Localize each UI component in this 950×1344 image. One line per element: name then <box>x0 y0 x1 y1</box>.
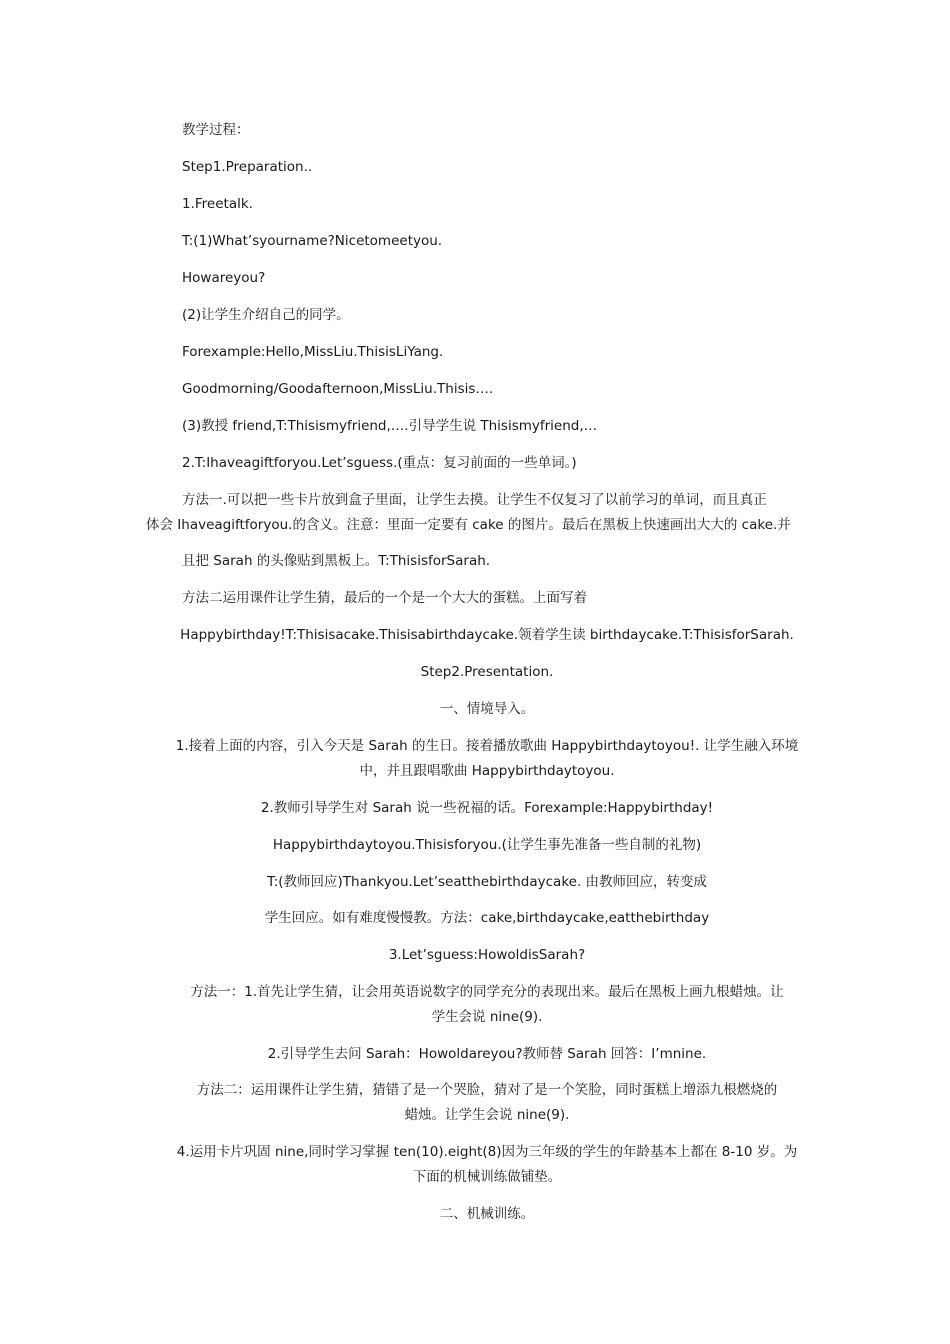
paragraph-line: 方法二：运用课件让学生猜，猜错了是一个哭脸，猜对了是一个笑脸，同时蛋糕上增添九根燃烧的 <box>196 1082 778 1098</box>
step1-title: Step1.Preparation.. <box>182 159 313 175</box>
paragraph-line: 下面的机械训练做铺垫。 <box>412 1169 562 1185</box>
subsection-title: 一、情境导入。 <box>439 701 535 717</box>
paragraph-line: 学生会说 nine(9). <box>431 1009 543 1025</box>
paragraph-line: 蜡烛。让学生会说 nine(9). <box>404 1107 570 1123</box>
birthday-line: Happybirthday!T:Thisisacake.Thisisabirthdaycake.领着学生读 birthdaycake.T:ThisisforSarah. <box>180 627 794 643</box>
freetalk-item: 1.Freetalk. <box>182 196 253 212</box>
paragraph-line: 2.引导学生去问 Sarah：Howoldareyou?教师替 Sarah 回答：I’mnine. <box>267 1046 707 1062</box>
dialogue-line: Howareyou? <box>182 270 266 286</box>
paragraph-line: 中，并且跟唱歌曲 Happybirthdaytoyou. <box>359 763 615 779</box>
example-line: Goodmorning/Goodafternoon,MissLiu.Thisis…. <box>182 381 494 397</box>
subsection-title: 二、机械训练。 <box>439 1206 535 1222</box>
method1-line: 体会 Ihaveagiftforyou.的含义。注意：里面一定要有 cake 的图片。最后在黑板上快速画出大大的 cake.并 <box>146 517 791 533</box>
paragraph-line: 学生回应。如有难度慢慢教。方法：cake,birthdaycake,eatthebirthday <box>264 910 710 926</box>
example-line: Forexample:Hello,MissLiu.ThisisLiYang. <box>182 344 444 360</box>
method1-line: 且把 Sarah 的头像贴到黑板上。T:ThisisforSarah. <box>182 553 491 569</box>
dialogue-line: T:(1)What’syourname?Nicetomeetyou. <box>182 233 443 249</box>
method1-line: 方法一.可以把一些卡片放到盒子里面，让学生去摸。让学生不仅复习了以前学习的单词，而且真正 <box>182 492 767 508</box>
instruction-line: (3)教授 friend,T:Thisismyfriend,….引导学生说 Thisismyfriend,… <box>182 418 598 434</box>
paragraph-line: 方法一：1.首先让学生猜，让会用英语说数字的同学充分的表现出来。最后在黑板上画九根蜡烛。让 <box>190 984 784 1000</box>
paragraph-line: Happybirthdaytoyou.Thisisforyou.(让学生事先准备一些自制的礼物) <box>272 837 702 853</box>
paragraph-line: 2.教师引导学生对 Sarah 说一些祝福的话。Forexample:Happybirthday! <box>260 800 714 816</box>
paragraph-line: 1.接着上面的内容，引入今天是 Sarah 的生日。接着播放歌曲 Happybirthdaytoyou!. 让学生融入环境 <box>175 738 799 754</box>
paragraph-line: 3.Let’sguess:HowoldisSarah? <box>388 947 586 963</box>
instruction-line: (2)让学生介绍自己的同学。 <box>182 307 350 323</box>
method2-line: 方法二运用课件让学生猜，最后的一个是一个大大的蛋糕。上面写着 <box>182 590 587 606</box>
step2-title: Step2.Presentation. <box>420 664 554 680</box>
gift-item: 2.T:Ihaveagiftforyou.Let’sguess.(重点：复习前面的一些单词。) <box>182 455 577 471</box>
paragraph-line: T:(教师回应)Thankyou.Let’seatthebirthdaycake. 由教师回应，转变成 <box>266 874 708 890</box>
paragraph-line: 4.运用卡片巩固 nine,同时学习掌握 ten(10).eight(8)因为三年级的学生的年龄基本上都在 8-10 岁。为 <box>176 1144 798 1160</box>
section-heading: 教学过程： <box>182 122 250 138</box>
